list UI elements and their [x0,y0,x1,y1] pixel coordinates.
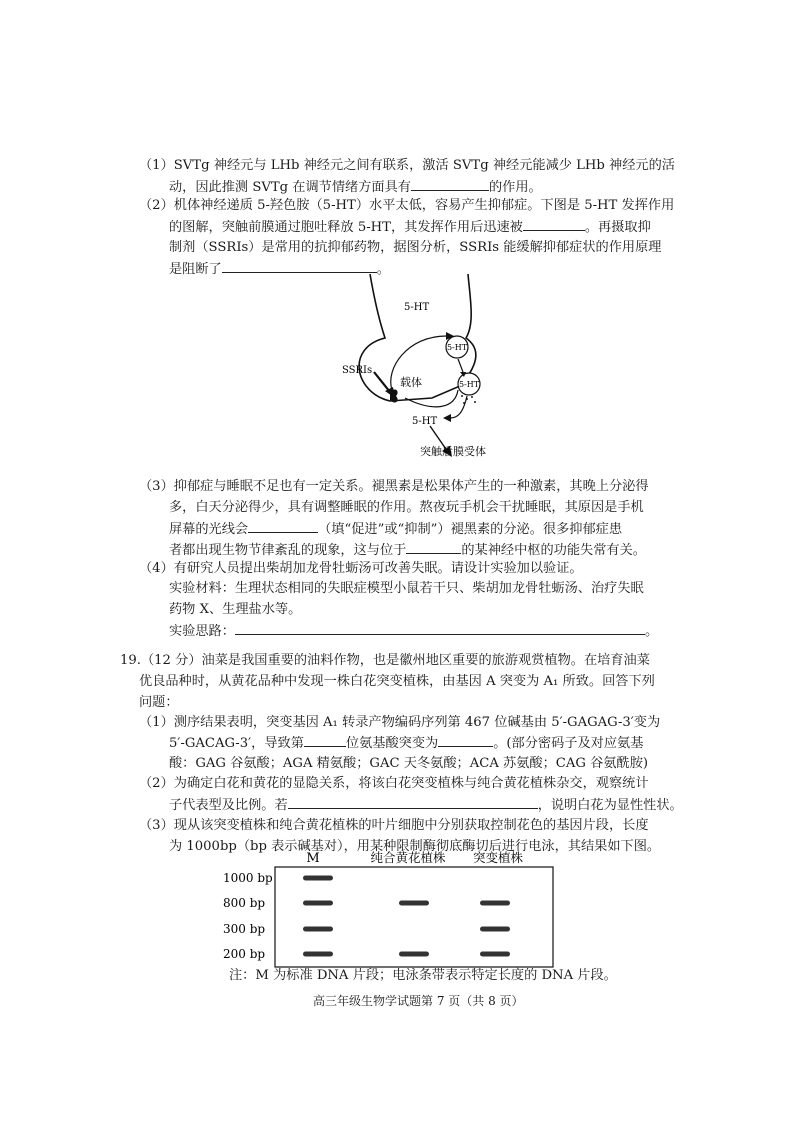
answer-blank[interactable] [406,541,461,554]
col-label-yellow: 纯合黄花植株 [370,850,446,865]
svg-text:5-HT: 5-HT [458,380,480,389]
p4-line4: 实验思路： 。 [169,624,659,639]
p2-line2: 的图解，突触前膜通过胞吐释放 5-HT，其发挥作用后迅速被 。再摄取抑 [169,220,651,235]
p3-line4: 者都出现生物节律紊乱的现象，这与位于 的某神经中枢的功能失常有关。 [169,543,646,558]
carrier-icon [390,389,398,402]
p1-line2: 动，因此推测 SVTg 在调节情绪方面具有 的作用。 [169,180,542,195]
size-label: 200 bp [223,947,266,961]
answer-blank[interactable] [411,178,489,191]
label-receptor: 突触后膜受体 [420,445,486,458]
q19-intro-line3: 问题： [139,695,179,710]
label-carrier: 载体 [400,376,422,389]
gel-note: 注：M 为标准 DNA 片段；电泳条带表示特定长度的 DNA 片段。 [229,968,617,983]
page-footer: 高三年级生物学试题第 7 页（共 8 页） [313,994,524,1008]
p2-line4: 是阻断了 。 [169,262,390,277]
gel-band-yellow-800 [399,901,429,906]
p2-line3: 制剂（SSRIs）是常用的抗抑郁药物，据图分析，SSRIs 能缓解抑郁症状的作用原理 [169,240,662,255]
gel-band-M-800 [303,901,333,906]
q19-p2-line1: （2）为确定白花和黄花的显隐关系，将该白花突变植株与纯合黄花植株杂交，观察统计 [139,776,649,791]
col-label-mutant: 突变植株 [472,850,524,865]
released-5ht-dots [461,395,476,404]
gel-band-mutant-200 [480,952,510,957]
gel-band-M-200 [303,952,333,957]
p2-line1: （2）机体神经递质 5-羟色胺（5-HT）水平太低，容易产生抑郁症。下图是 5-HT 发挥作用 [139,198,675,213]
size-label: 300 bp [223,922,266,936]
gel-band-M-300 [303,927,333,932]
q19-p1-line2: 5′-GACAG-3′，导致第 位氨基酸突变为 。(部分密码子及对应氨基 [169,736,644,751]
answer-blank[interactable] [304,734,346,747]
answer-blank[interactable] [523,218,585,231]
p4-line3: 药物 X、生理盐水等。 [169,602,302,617]
gel-band-mutant-300 [480,927,510,932]
p1-line1: （1）SVTg 神经元与 LHb 神经元之间有联系，激活 SVTg 神经元能减少 LHb 神经元的活 [139,158,675,173]
vesicle-2 [458,373,480,395]
label-5ht-top: 5-HT [404,302,430,313]
vesicle-1 [446,336,468,358]
q19-intro-line1: 19.（12 分）油菜是我国重要的油料作物，也是徽州地区重要的旅游观赏植物。在培育油菜 [120,653,650,668]
p3-line3: 屏幕的光线会 （填“促进”或“抑制”）褪黑素的分泌。很多抑郁症患 [169,522,623,537]
size-label: 1000 bp [223,871,273,885]
answer-blank[interactable] [248,520,318,533]
q19-p1-line3: 酸：GAG 谷氨酸；AGA 精氨酸；GAC 天冬氨酸；ACA 苏氨酸；CAG 谷氨酰胺) [169,756,649,771]
label-5ht-bottom: 5-HT [412,416,438,427]
p3-line1: （3）抑郁症与睡眠不足也有一定关系。褪黑素是松果体产生的一种激素，其晚上分泌得 [139,479,649,494]
synapse-diagram [330,268,530,468]
p4-line1: （4）有研究人员提出柴胡加龙骨牡蛎汤可改善失眠。请设计实验加以验证。 [139,561,583,576]
answer-blank[interactable] [235,622,645,635]
gel-band-M-1000 [303,876,333,881]
q19-p1-line1: （1）测序结果表明，突变基因 A₁ 转录产物编码序列第 467 位碱基由 5′-GAGAG-3′变为 [139,715,661,730]
col-label-m: M [306,851,320,866]
answer-blank[interactable] [438,734,493,747]
gel-band-mutant-800 [480,901,510,906]
q19-p3-line1: （3）现从该突变植株和纯合黄花植株的叶片细胞中分别获取控制花色的基因片段，长度 [139,818,649,833]
q19-p3-line2: 为 1000bp（bp 表示碱基对），用某种限制酶彻底酶切后进行电泳，其结果如下图。 [169,839,661,854]
q19-p2-line2: 子代表型及比例。若 ，说明白花为显性性状。 [169,798,683,813]
q19-intro-line2: 优良品种时，从黄花品种中发现一株白花突变植株，由基因 A 突变为 A₁ 所致。回答下列 [139,674,655,689]
p4-line2: 实验材料：生理状态相同的失眠症模型小鼠若干只、柴胡加龙骨牡蛎汤、治疗失眠 [169,581,644,596]
p3-line2: 多，白天分泌得少，具有调整睡眠的作用。熬夜玩手机会干扰睡眠，其原因是手机 [169,500,644,515]
answer-blank[interactable] [288,796,538,809]
gel-figure [215,845,575,970]
label-ssris: SSRIs [342,365,373,376]
size-label: 800 bp [223,896,266,910]
ssri-arrow [374,372,390,392]
gel-band-yellow-200 [399,952,429,957]
svg-text:5-HT: 5-HT [446,343,468,352]
